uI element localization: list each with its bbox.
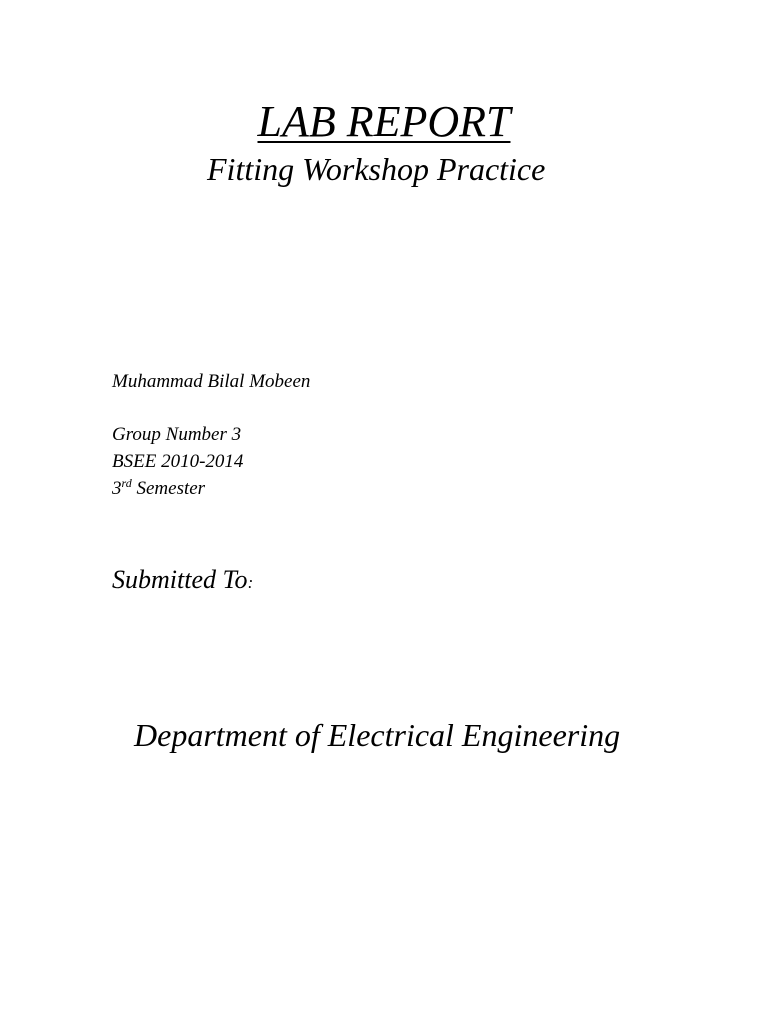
semester-number: 3: [112, 478, 122, 499]
report-subtitle: Fitting Workshop Practice: [207, 151, 546, 187]
department-name: Department of Electrical Engineering: [134, 717, 621, 753]
student-name: Muhammad Bilal Mobeen: [112, 371, 311, 392]
semester-ordinal-suffix: rd: [121, 476, 132, 490]
report-title: LAB REPORT: [257, 97, 511, 146]
program-years: BSEE 2010-2014: [112, 451, 244, 472]
group-number: Group Number 3: [112, 424, 242, 445]
submitted-to-label: [112, 563, 253, 600]
semester-word: Semester: [131, 478, 206, 499]
semester: [112, 475, 243, 502]
student-details: [112, 421, 243, 502]
submitted-to-text: Submitted To: [112, 565, 248, 594]
submitted-to-colon: :: [247, 573, 254, 592]
